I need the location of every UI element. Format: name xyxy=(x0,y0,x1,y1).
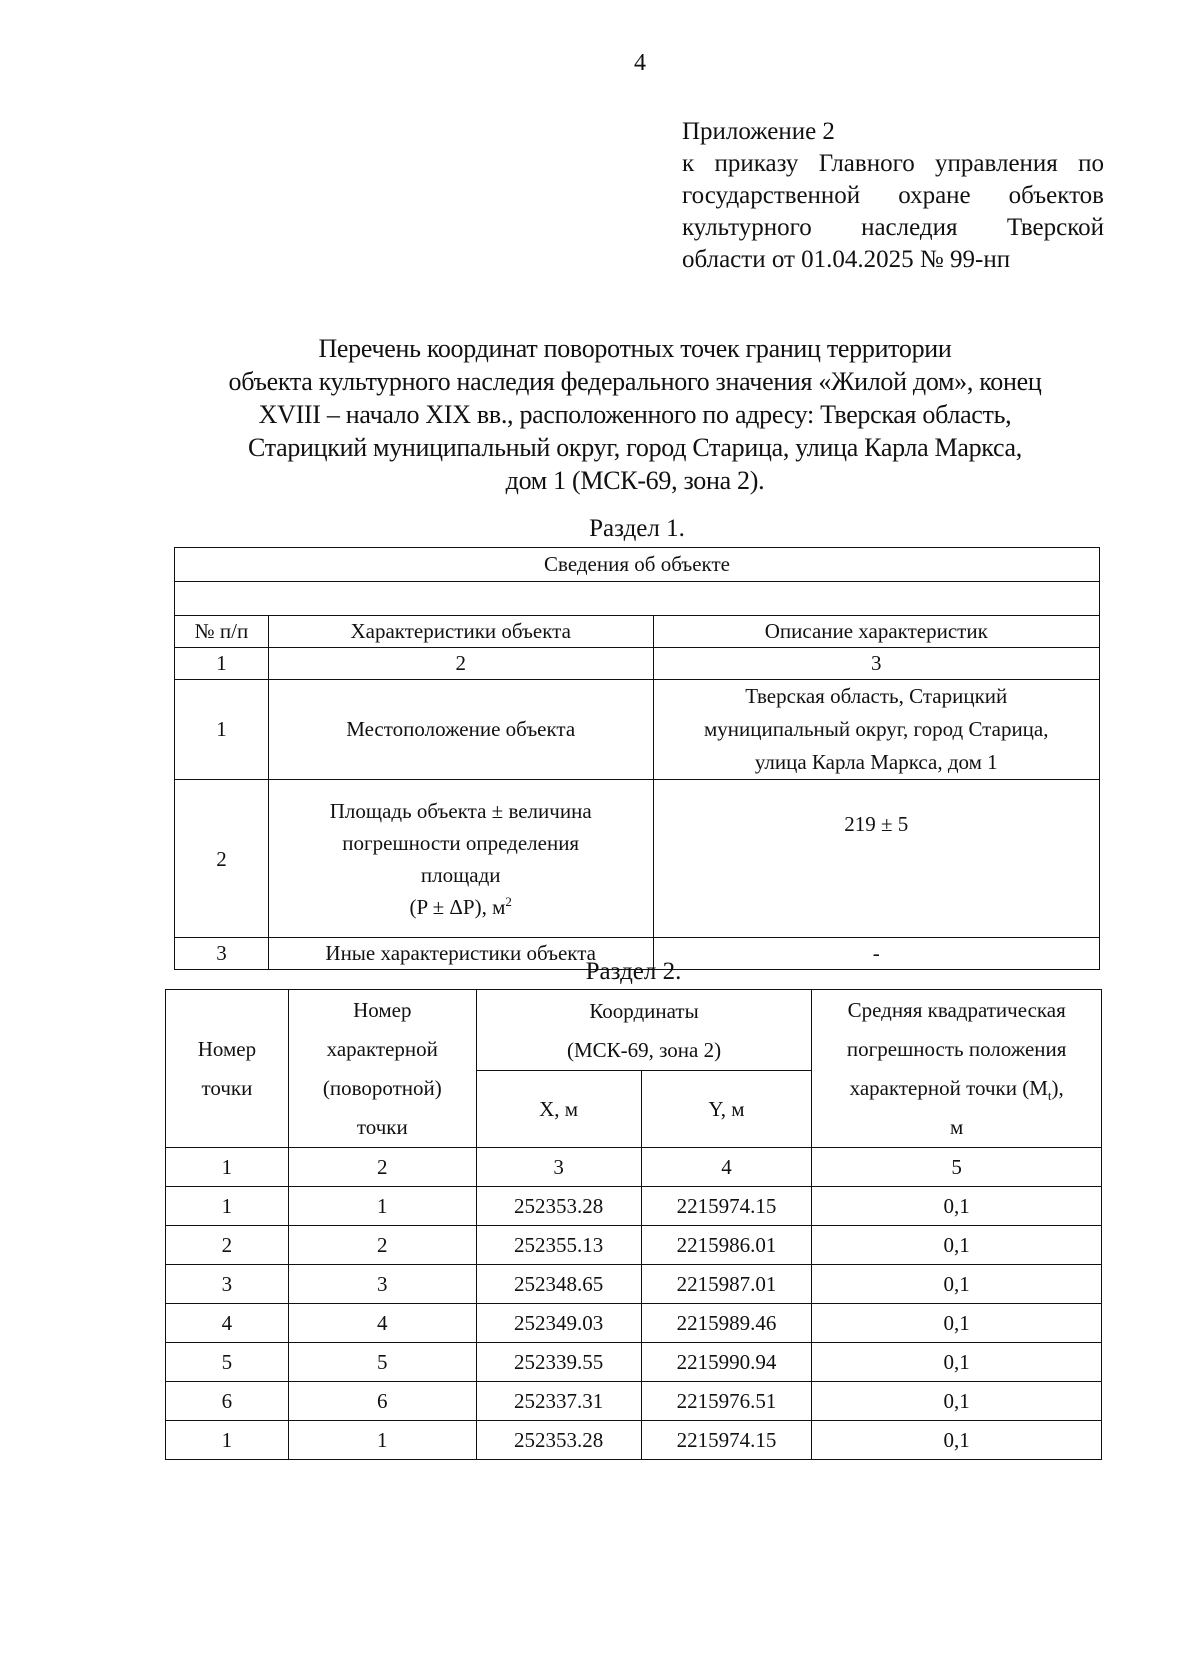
characteristic-cell: Иные характеристики объекта xyxy=(268,938,653,970)
subscript: t xyxy=(1047,1087,1052,1103)
header-line: точки xyxy=(356,1114,408,1139)
table-row xyxy=(166,1382,1102,1421)
header-line xyxy=(818,1069,1095,1108)
characteristic-line: площади xyxy=(420,862,501,887)
point-cell: 2 xyxy=(166,1226,289,1265)
title-line: Перечень координат поворотных точек границ территории xyxy=(318,334,952,363)
column-number: 1 xyxy=(175,648,269,680)
appendix-line: государственной охране объектов xyxy=(682,182,1104,209)
header-char-point xyxy=(288,990,476,1148)
header-text: ), xyxy=(1051,1075,1064,1100)
char-point-cell: 6 xyxy=(288,1382,476,1421)
header-line: Координаты xyxy=(589,999,699,1023)
char-point-cell: 5 xyxy=(288,1343,476,1382)
characteristic-line xyxy=(275,891,647,923)
x-cell: 252353.28 xyxy=(476,1421,641,1460)
table-row xyxy=(175,780,1100,938)
appendix-line: Приложение 2 xyxy=(682,118,835,145)
y-cell: 2215989.46 xyxy=(641,1304,812,1343)
x-cell: 252348.65 xyxy=(476,1265,641,1304)
header-line: характерной xyxy=(326,1036,438,1061)
char-point-cell: 1 xyxy=(288,1421,476,1460)
point-cell: 1 xyxy=(166,1187,289,1226)
column-number: 3 xyxy=(653,648,1100,680)
title-line: дом 1 (МСК-69, зона 2). xyxy=(505,466,765,495)
error-cell: 0,1 xyxy=(812,1382,1102,1421)
table-header-row xyxy=(166,990,1102,1071)
row-number: 2 xyxy=(175,780,269,938)
error-cell: 0,1 xyxy=(812,1187,1102,1226)
x-cell: 252339.55 xyxy=(476,1343,641,1382)
error-cell: 0,1 xyxy=(812,1421,1102,1460)
appendix-line: культурного наследия Тверской xyxy=(682,214,1104,241)
header-point-number xyxy=(166,990,289,1148)
y-cell: 2215974.15 xyxy=(641,1421,812,1460)
table-caption: Сведения об объекте xyxy=(175,548,1100,582)
error-cell: 0,1 xyxy=(812,1343,1102,1382)
char-point-cell: 3 xyxy=(288,1265,476,1304)
header-cell: № п/п xyxy=(175,616,269,648)
point-cell: 4 xyxy=(166,1304,289,1343)
x-cell: 252349.03 xyxy=(476,1304,641,1343)
appendix-line: к приказу Главного управления по xyxy=(682,150,1104,177)
y-cell: 2215974.15 xyxy=(641,1187,812,1226)
row-number: 1 xyxy=(175,680,269,780)
characteristic-cell: Местоположение объекта xyxy=(268,680,653,780)
characteristic-line: Площадь объекта ± величина xyxy=(329,798,592,823)
description-line: Тверская область, Старицкий xyxy=(745,684,1008,708)
x-cell: 252337.31 xyxy=(476,1382,641,1421)
header-coordinates xyxy=(476,990,812,1071)
header-line: погрешность положения xyxy=(846,1036,1067,1061)
point-cell: 3 xyxy=(166,1265,289,1304)
header-line: (МСК-69, зона 2) xyxy=(566,1038,722,1062)
error-cell: 0,1 xyxy=(812,1304,1102,1343)
x-cell: 252353.28 xyxy=(476,1187,641,1226)
table-row xyxy=(166,1187,1102,1226)
char-point-cell: 4 xyxy=(288,1304,476,1343)
column-number: 5 xyxy=(812,1148,1102,1187)
header-x: X, м xyxy=(476,1071,641,1148)
description-cell: - xyxy=(653,938,1100,970)
error-cell: 0,1 xyxy=(812,1226,1102,1265)
header-text: характерной точки (M xyxy=(849,1075,1048,1100)
header-cell: Описание характеристик xyxy=(653,616,1100,648)
characteristic-line: погрешности определения xyxy=(342,830,580,855)
point-cell: 5 xyxy=(166,1343,289,1382)
column-number: 4 xyxy=(641,1148,812,1187)
superscript: 2 xyxy=(505,893,512,909)
table-row xyxy=(166,1421,1102,1460)
header-line: Номер xyxy=(197,1036,257,1061)
empty-row xyxy=(175,582,1100,616)
appendix-line: области от 01.04.2025 № 99-нп xyxy=(682,246,1011,273)
table-row xyxy=(166,1343,1102,1382)
document-title xyxy=(170,332,1100,497)
description-cell xyxy=(653,680,1100,780)
table-row xyxy=(166,1226,1102,1265)
y-cell: 2215990.94 xyxy=(641,1343,812,1382)
table-row xyxy=(166,1304,1102,1343)
description-line: муниципальный округ, город Старица, xyxy=(703,717,1049,741)
title-line: Старицкий муниципальный округ, город Старица, улица Карла Маркса, xyxy=(248,433,1022,462)
y-cell: 2215986.01 xyxy=(641,1226,812,1265)
table-row xyxy=(166,1265,1102,1304)
char-point-cell: 2 xyxy=(288,1226,476,1265)
column-number: 2 xyxy=(288,1148,476,1187)
y-cell: 2215976.51 xyxy=(641,1382,812,1421)
title-line: объекта культурного наследия федерального значения «Жилой дом», конец xyxy=(228,367,1042,396)
column-number: 2 xyxy=(268,648,653,680)
characteristic-cell xyxy=(268,780,653,938)
column-number: 3 xyxy=(476,1148,641,1187)
object-info-table xyxy=(174,547,1100,970)
description-line: улица Карла Маркса, дом 1 xyxy=(754,750,998,774)
header-line: (поворотной) xyxy=(322,1075,442,1100)
coordinates-table xyxy=(165,989,1102,1460)
header-line: м xyxy=(950,1114,964,1139)
char-point-cell: 1 xyxy=(288,1187,476,1226)
header-line: Средняя квадратическая xyxy=(847,997,1066,1022)
formula-text: (P ± ΔP), м xyxy=(409,894,506,919)
section2-label: Раздел 2. xyxy=(585,958,682,985)
column-number-row xyxy=(166,1148,1102,1187)
title-line: XVIII – начало XIX вв., расположенного по адресу: Тверская область, xyxy=(258,400,1012,429)
header-line: точки xyxy=(201,1075,253,1100)
page-number: 4 xyxy=(634,50,646,76)
column-number: 1 xyxy=(166,1148,289,1187)
appendix-header xyxy=(682,116,1104,276)
description-cell: 219 ± 5 xyxy=(653,780,1100,938)
table-header-row xyxy=(175,616,1100,648)
header-cell: Характеристики объекта xyxy=(268,616,653,648)
point-cell: 6 xyxy=(166,1382,289,1421)
column-number-row xyxy=(175,648,1100,680)
section1-label: Раздел 1. xyxy=(589,515,685,542)
x-cell: 252355.13 xyxy=(476,1226,641,1265)
table-row xyxy=(175,680,1100,780)
header-error xyxy=(812,990,1102,1148)
header-line: Номер xyxy=(353,997,412,1022)
point-cell: 1 xyxy=(166,1421,289,1460)
header-y: Y, м xyxy=(641,1071,812,1148)
y-cell: 2215987.01 xyxy=(641,1265,812,1304)
row-number: 3 xyxy=(175,938,269,970)
error-cell: 0,1 xyxy=(812,1265,1102,1304)
